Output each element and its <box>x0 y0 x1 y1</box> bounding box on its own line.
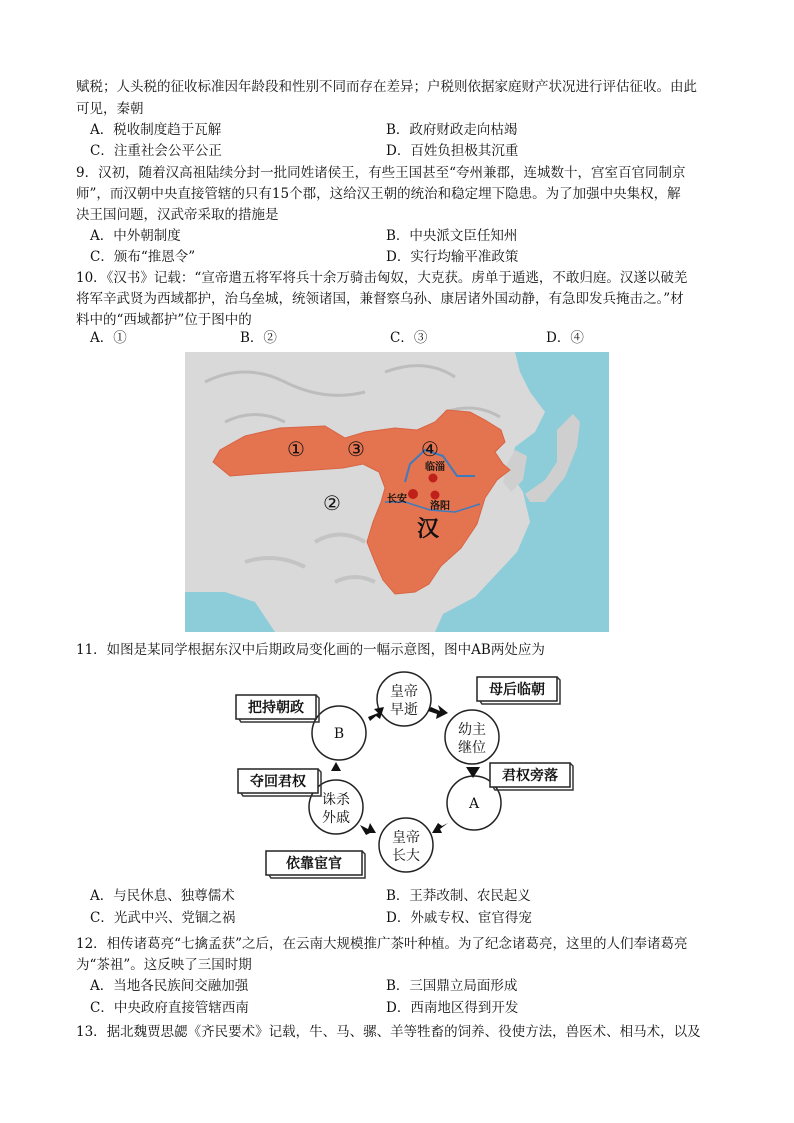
map-marker-2: ② <box>323 491 341 515</box>
city-dot-linzi <box>429 474 438 483</box>
q10-option-a: A．① <box>90 330 127 346</box>
svg-text:幼主: 幼主 <box>458 722 486 738</box>
han-territory-map <box>185 352 609 632</box>
circle-emperor-dies-young <box>377 672 431 726</box>
city-dot-luoyang <box>431 491 440 500</box>
svg-text:外戚: 外戚 <box>322 810 350 826</box>
box-rely-eunuchs <box>266 851 365 878</box>
svg-text:皇帝: 皇帝 <box>392 830 420 846</box>
q9-stem-line3: 决王国问题，汉武帝采取的措施是 <box>76 207 279 223</box>
arrow-6-icon <box>368 707 384 721</box>
q8-option-d: D．百姓负担极其沉重 <box>386 143 519 159</box>
q8-option-c: C．注重社会公平公正 <box>90 143 222 159</box>
q8-option-a: A．税收制度趋于瓦解 <box>90 122 222 138</box>
arrow-5-icon <box>331 762 341 771</box>
svg-text:依靠宦官: 依靠宦官 <box>286 856 342 872</box>
q10-stem-line2: 将军辛武贤为西域都护，治乌垒城，统领诸国，兼督察乌孙、康居诸外国动静，有急即发兵掩击之。”材 <box>76 291 684 307</box>
q12-stem-line2: 为“茶祖”。这反映了三国时期 <box>76 957 252 973</box>
svg-text:长大: 长大 <box>392 848 420 864</box>
q10-option-b: B．② <box>240 330 277 346</box>
q12-option-a: A．当地各民族间交融加强 <box>90 978 249 994</box>
q10-option-d: D．④ <box>546 330 584 346</box>
circle-emperor-dies-young-label: 皇帝 <box>390 684 418 700</box>
svg-text:早逝: 早逝 <box>390 702 418 718</box>
q11-stem-line1: 11．如图是某同学根据东汉中后期政局变化画的一幅示意图，图中AB两处应为 <box>76 642 545 658</box>
q9-stem-line1: 9．汉初，随着汉高祖陆续分封一批同姓诸侯王，有些王国甚至“夸州兼郡，连城数十，宫室百官同制京 <box>76 165 686 181</box>
q9-stem-line2: 师”，而汉朝中央直接管辖的只有15个郡，这给汉王朝的统治和稳定埋下隐患。为了加强中央集权，解 <box>76 186 681 202</box>
svg-text:继位: 继位 <box>458 740 486 756</box>
q11-option-b: B．王莽改制、农民起义 <box>386 888 531 904</box>
q10-stem-line3: 料中的“西域都护”位于图中的 <box>76 312 252 328</box>
q12-option-d: D．西南地区得到开发 <box>386 1000 519 1016</box>
svg-text:诛杀: 诛杀 <box>322 792 350 808</box>
q12-option-c: C．中央政府直接管辖西南 <box>90 1000 249 1016</box>
city-label-changan: 长安 <box>387 494 407 505</box>
q12-option-b: B．三国鼎立局面形成 <box>386 978 518 994</box>
box-empress-regency <box>477 677 560 704</box>
circle-b-label: B <box>333 726 345 742</box>
map-label-han: 汉 <box>417 517 440 542</box>
q10-option-c: C．③ <box>390 330 428 346</box>
city-label-linzi: 临淄 <box>425 462 445 473</box>
box-regain-power <box>238 769 321 796</box>
city-label-luoyang: 洛阳 <box>430 501 450 512</box>
map-marker-3: ③ <box>347 437 365 461</box>
arrow-1-icon <box>428 705 448 719</box>
q13-stem-line1: 13．据北魏贾思勰《齐民要术》记载，牛、马、骡、羊等牲畜的饲养、役使方法，兽医术、相马术，以及 <box>76 1024 701 1040</box>
arrow-4-icon <box>360 823 376 835</box>
city-dot-changan <box>408 489 418 499</box>
q10-stem-line1: 10．《汉书》记载：“宣帝遣五将军将兵十余万骑击匈奴，大克获。虏单于遁逃，不敢归庭。汉遂以破羌 <box>76 270 688 286</box>
q9-option-c: C．颁布“推恩令” <box>90 249 196 265</box>
q11-option-d: D．外戚专权、宦官得宠 <box>386 910 532 926</box>
q9-option-d: D．实行均输平准政策 <box>386 249 519 265</box>
arrow-3-icon <box>432 823 448 833</box>
box-power-loss <box>490 763 573 790</box>
q11-option-a: A．与民休息、独尊儒术 <box>90 888 235 904</box>
q9-option-a: A．中外朝制度 <box>90 228 181 244</box>
svg-text:君权旁落: 君权旁落 <box>502 768 558 784</box>
circle-a-label: A <box>468 796 480 812</box>
circle-emperor-grows-up <box>379 818 433 872</box>
q8-option-b: B．政府财政走向枯竭 <box>386 122 518 138</box>
q8-stem-line1: 赋税；人头税的征收标准因年龄段和性别不同而存在差异；户税则依据家庭财产状况进行评估征收。由此 <box>76 79 697 95</box>
political-cycle-diagram <box>228 667 580 882</box>
circle-b <box>312 706 366 760</box>
q11-option-c: C．光武中兴、党锢之祸 <box>90 910 236 926</box>
svg-text:夺回君权: 夺回君权 <box>250 774 306 790</box>
q8-stem-line2: 可见，秦朝 <box>76 101 144 117</box>
box-control-government <box>236 695 319 722</box>
map-marker-4: ④ <box>421 437 439 461</box>
svg-text:把持朝政: 把持朝政 <box>248 700 304 716</box>
q12-stem-line1: 12．相传诸葛亮“七擒孟获”之后，在云南大规模推广茶叶种植。为了纪念诸葛亮，这里的人们奉诸葛亮 <box>76 936 688 952</box>
map-marker-1: ① <box>287 437 305 461</box>
q9-option-b: B．中央派文臣任知州 <box>386 228 518 244</box>
svg-text:母后临朝: 母后临朝 <box>489 682 545 698</box>
circle-young-ruler <box>445 710 499 764</box>
